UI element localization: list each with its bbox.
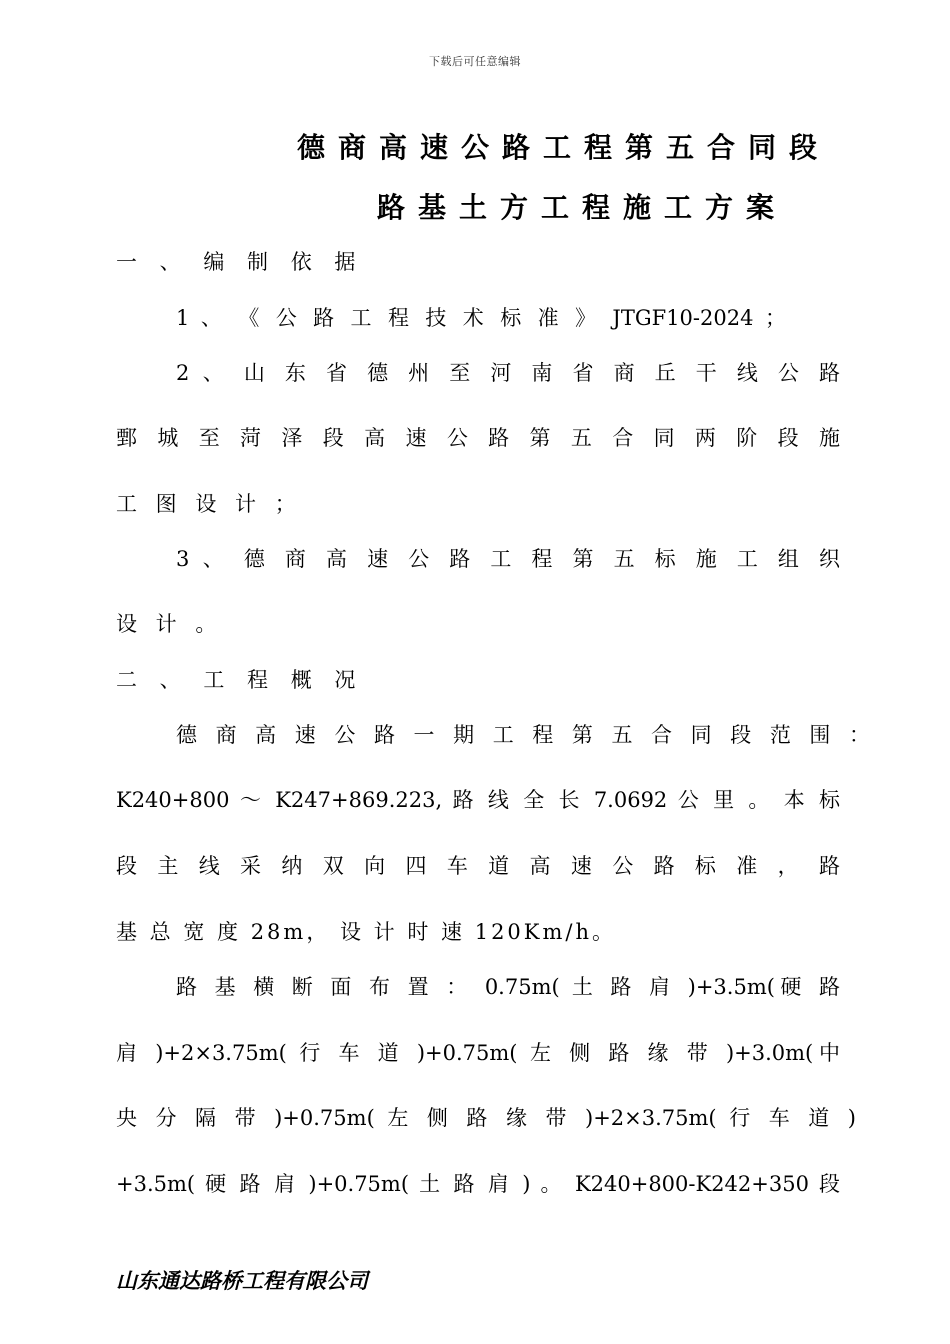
basis-item-3-line-1: 3 、 德 商 高 速 公 路 工 程 第 五 标 施 工 组 织 (176, 547, 840, 571)
document-title-line-2: 路基土方工程施工方案 (377, 191, 788, 224)
overview-para-1-line-4: 基 总 宽 度 28m， 设 计 时 速 120Km/h。 (116, 920, 616, 944)
overview-para-1-line-1: 德 商 高 速 公 路 一 期 工 程 第 五 合 同 段 范 围 ： (176, 723, 870, 747)
section-heading-overview: 二 、 工 程 概 况 (116, 668, 364, 692)
basis-item-1: 1 、 《 公 路 工 程 技 术 标 准 》 JTGF10-2024 ； (176, 306, 786, 330)
overview-para-2-line-3: 央 分 隔 带 )+0.75m( 左 侧 路 缘 带 )+2×3.75m( 行 车 道 ) (116, 1106, 856, 1130)
overview-para-2-line-1: 路 基 横 断 面 布 置 ： 0.75m( 土 路 肩 )+3.5m(硬 路 (176, 975, 840, 999)
basis-item-2-line-1: 2 、 山 东 省 德 州 至 河 南 省 商 丘 干 线 公 路 (176, 361, 840, 385)
overview-para-2-line-2: 肩 )+2×3.75m( 行 车 道 )+0.75m( 左 侧 路 缘 带 )+3.0m(中 (116, 1041, 840, 1065)
overview-para-2-line-4: +3.5m( 硬 路 肩 )+0.75m( 土 路 肩 ) 。 K240+800-K242+350 段 (116, 1172, 840, 1196)
section-heading-basis: 一 、 编 制 依 据 (116, 250, 364, 274)
document-title-line-1: 德商高速公路工程第五合同段 (297, 131, 831, 164)
overview-para-1-line-2: K240+800 ～ K247+869.223, 路 线 全 长 7.0692 公 里 。 本 标 (116, 788, 840, 812)
basis-item-3-line-2: 设 计 。 (116, 612, 223, 636)
basis-item-2-line-2: 鄄 城 至 菏 泽 段 高 速 公 路 第 五 合 同 两 阶 段 施 (116, 426, 840, 450)
footer-company-name: 山东通达路桥工程有限公司 (116, 1269, 368, 1293)
overview-para-1-line-3: 段 主 线 采 纳 双 向 四 车 道 高 速 公 路 标 准 ， 路 (116, 854, 840, 878)
basis-item-2-line-3: 工 图 设 计 ； (116, 492, 302, 516)
header-note: 下载后可任意编辑 (429, 55, 521, 68)
